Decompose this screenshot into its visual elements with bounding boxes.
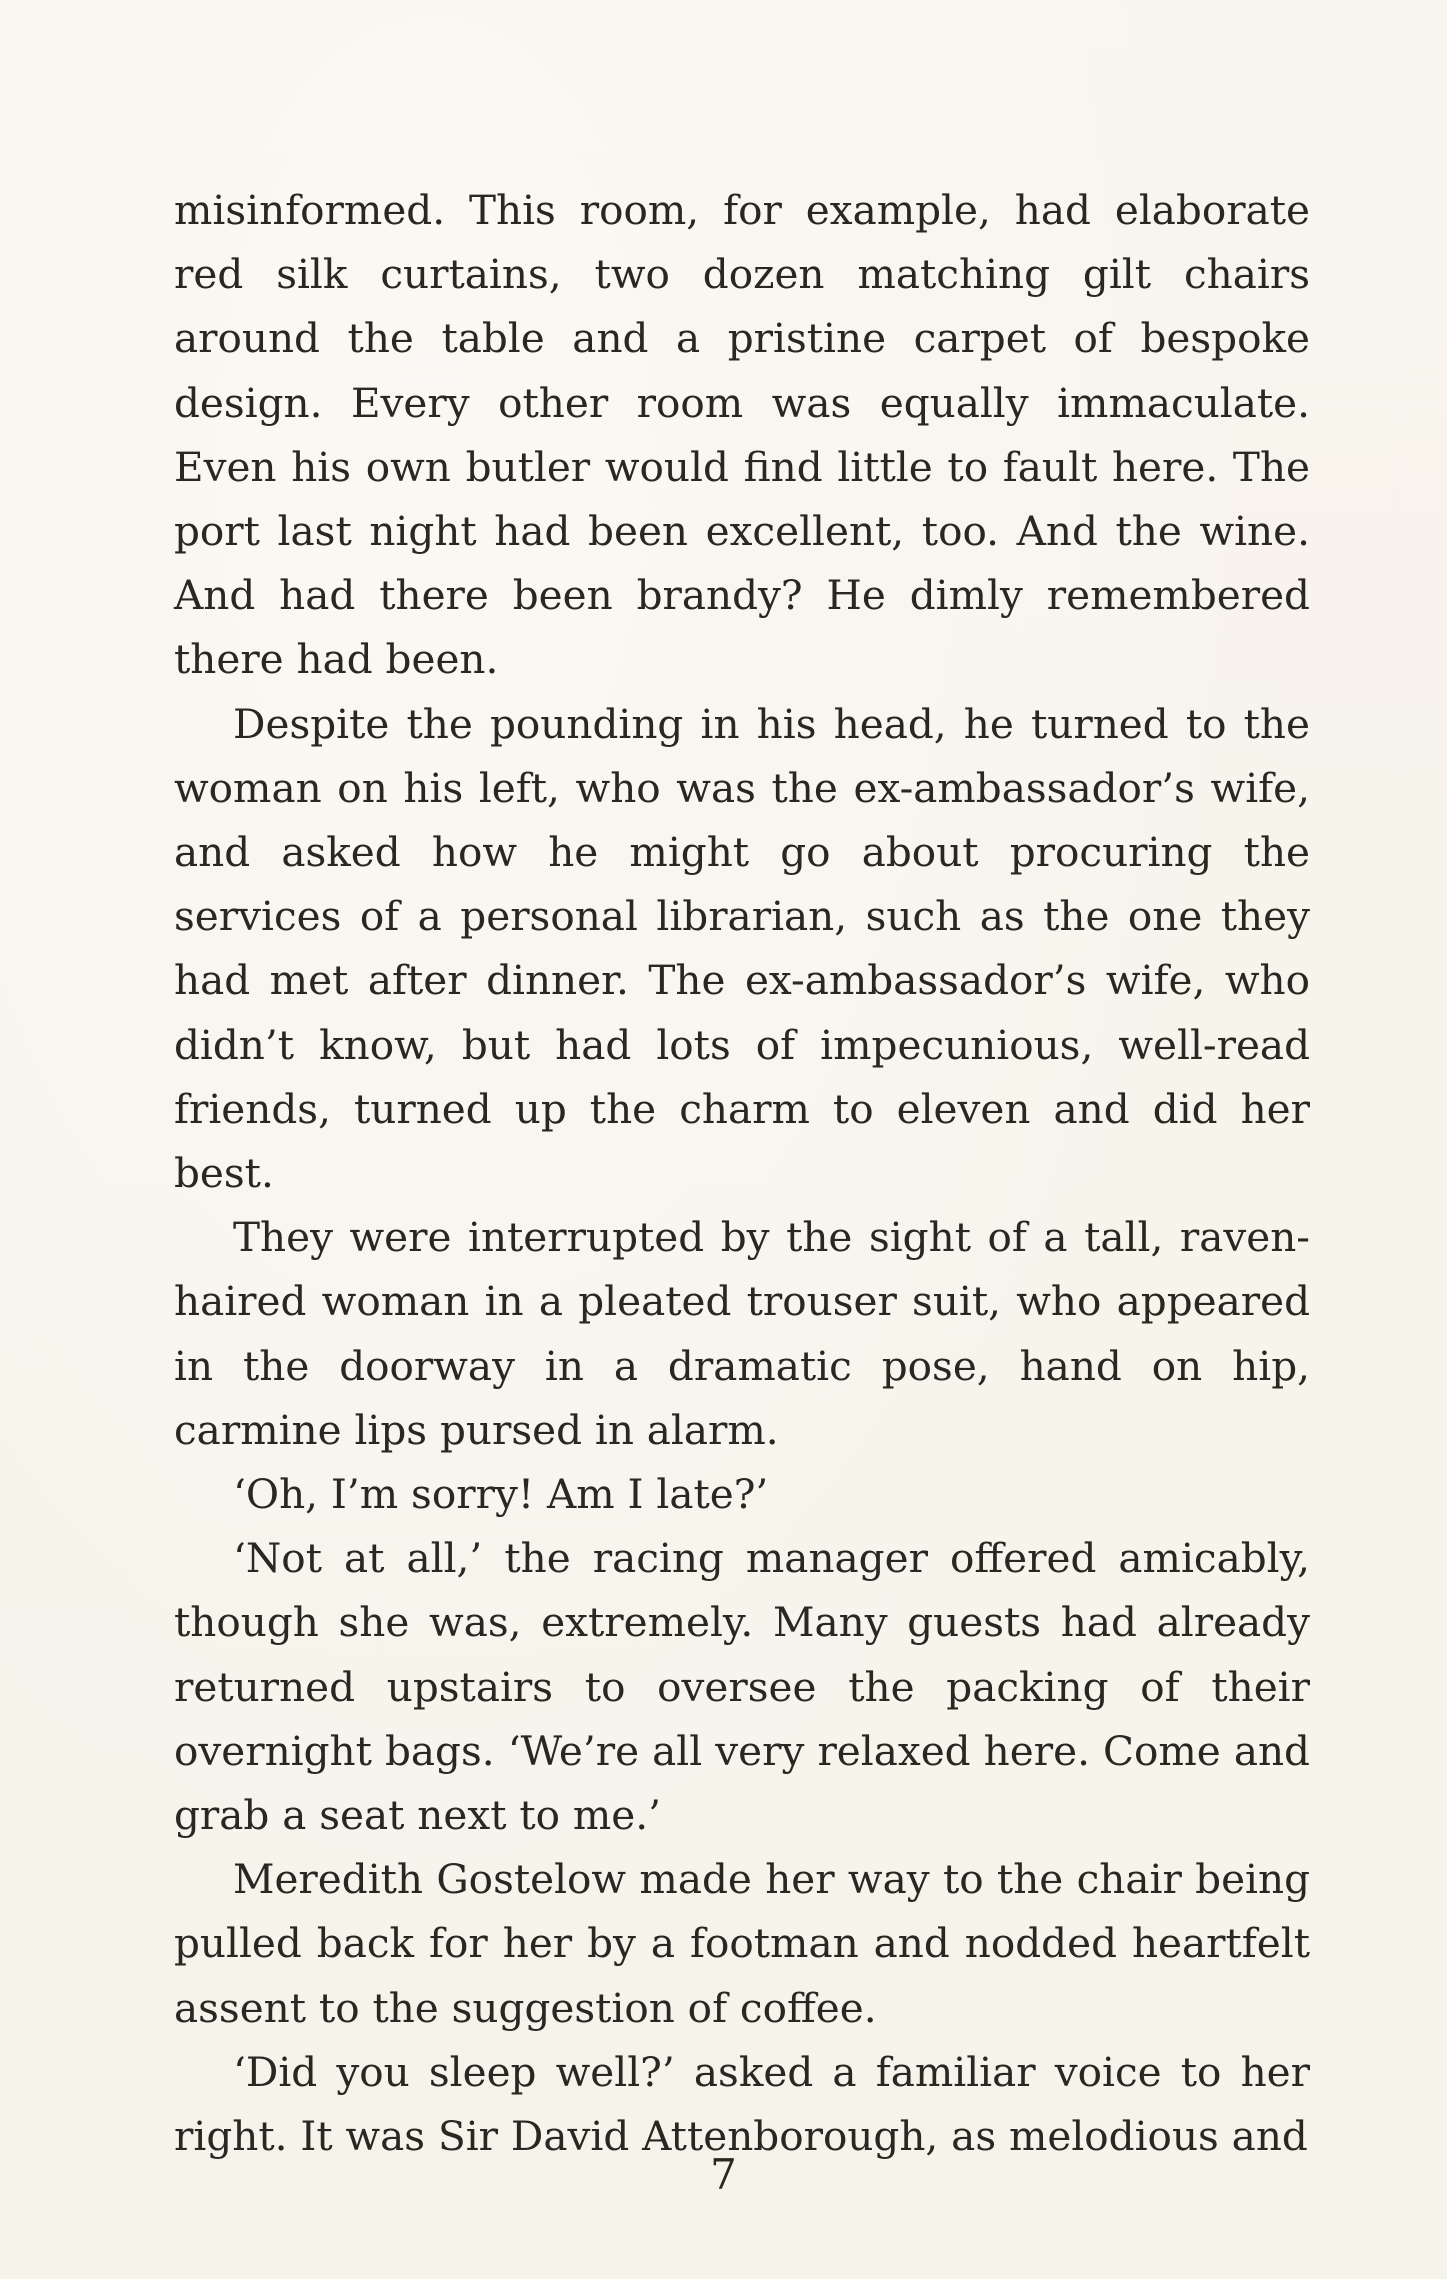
paragraph: Meredith Gostelow made her way to the chair being pulled back for her by a footman and nodded heartfelt assent to the suggestion of coffee. xyxy=(174,1855,1310,2032)
paragraph: Despite the pounding in his head, he turned to the woman on his left, who was the ex-ambassador’s wife, and asked how he might go about procuring the services of a personal librarian, such as the one they had met after dinner. The ex-ambassador’s wife, who didn’t know, but had lots of impecunious, well-read friends, turned up the charm to eleven and did her best. xyxy=(174,699,1310,1198)
paragraph: ‘Not at all,’ the racing manager offered amicably, though she was, extremely. Many guests had already returned upstairs to oversee the packing of their overnight bags. ‘We’re all very relaxed here. Come and grab a seat next to me.’ xyxy=(174,1534,1310,1840)
paragraph: ‘Oh, I’m sorry! Am I late?’ xyxy=(233,1470,769,1519)
paragraph: ‘Did you sleep well?’ asked a familiar voice to her right. It was Sir David Attenborough, as melodious and xyxy=(174,2047,1310,2161)
paragraph: misinformed. This room, for example, had elaborate red silk curtains, two dozen matching gilt chairs around the table and a pristine carpet of bespoke design. Every other room was equally immaculate. Even his own butler would find little to fault here. The port last night had been excellent, too. And the wine. And had there been brandy? He dimly remembered there had been. xyxy=(174,186,1310,684)
page-number: 7 xyxy=(710,2150,737,2199)
body-text xyxy=(174,178,1310,2168)
paragraph: They were interrupted by the sight of a tall, raven-haired woman in a pleated trouser suit, who appeared in the doorway in a dramatic pose, hand on hip, carmine lips pursed in alarm. xyxy=(174,1213,1310,1454)
